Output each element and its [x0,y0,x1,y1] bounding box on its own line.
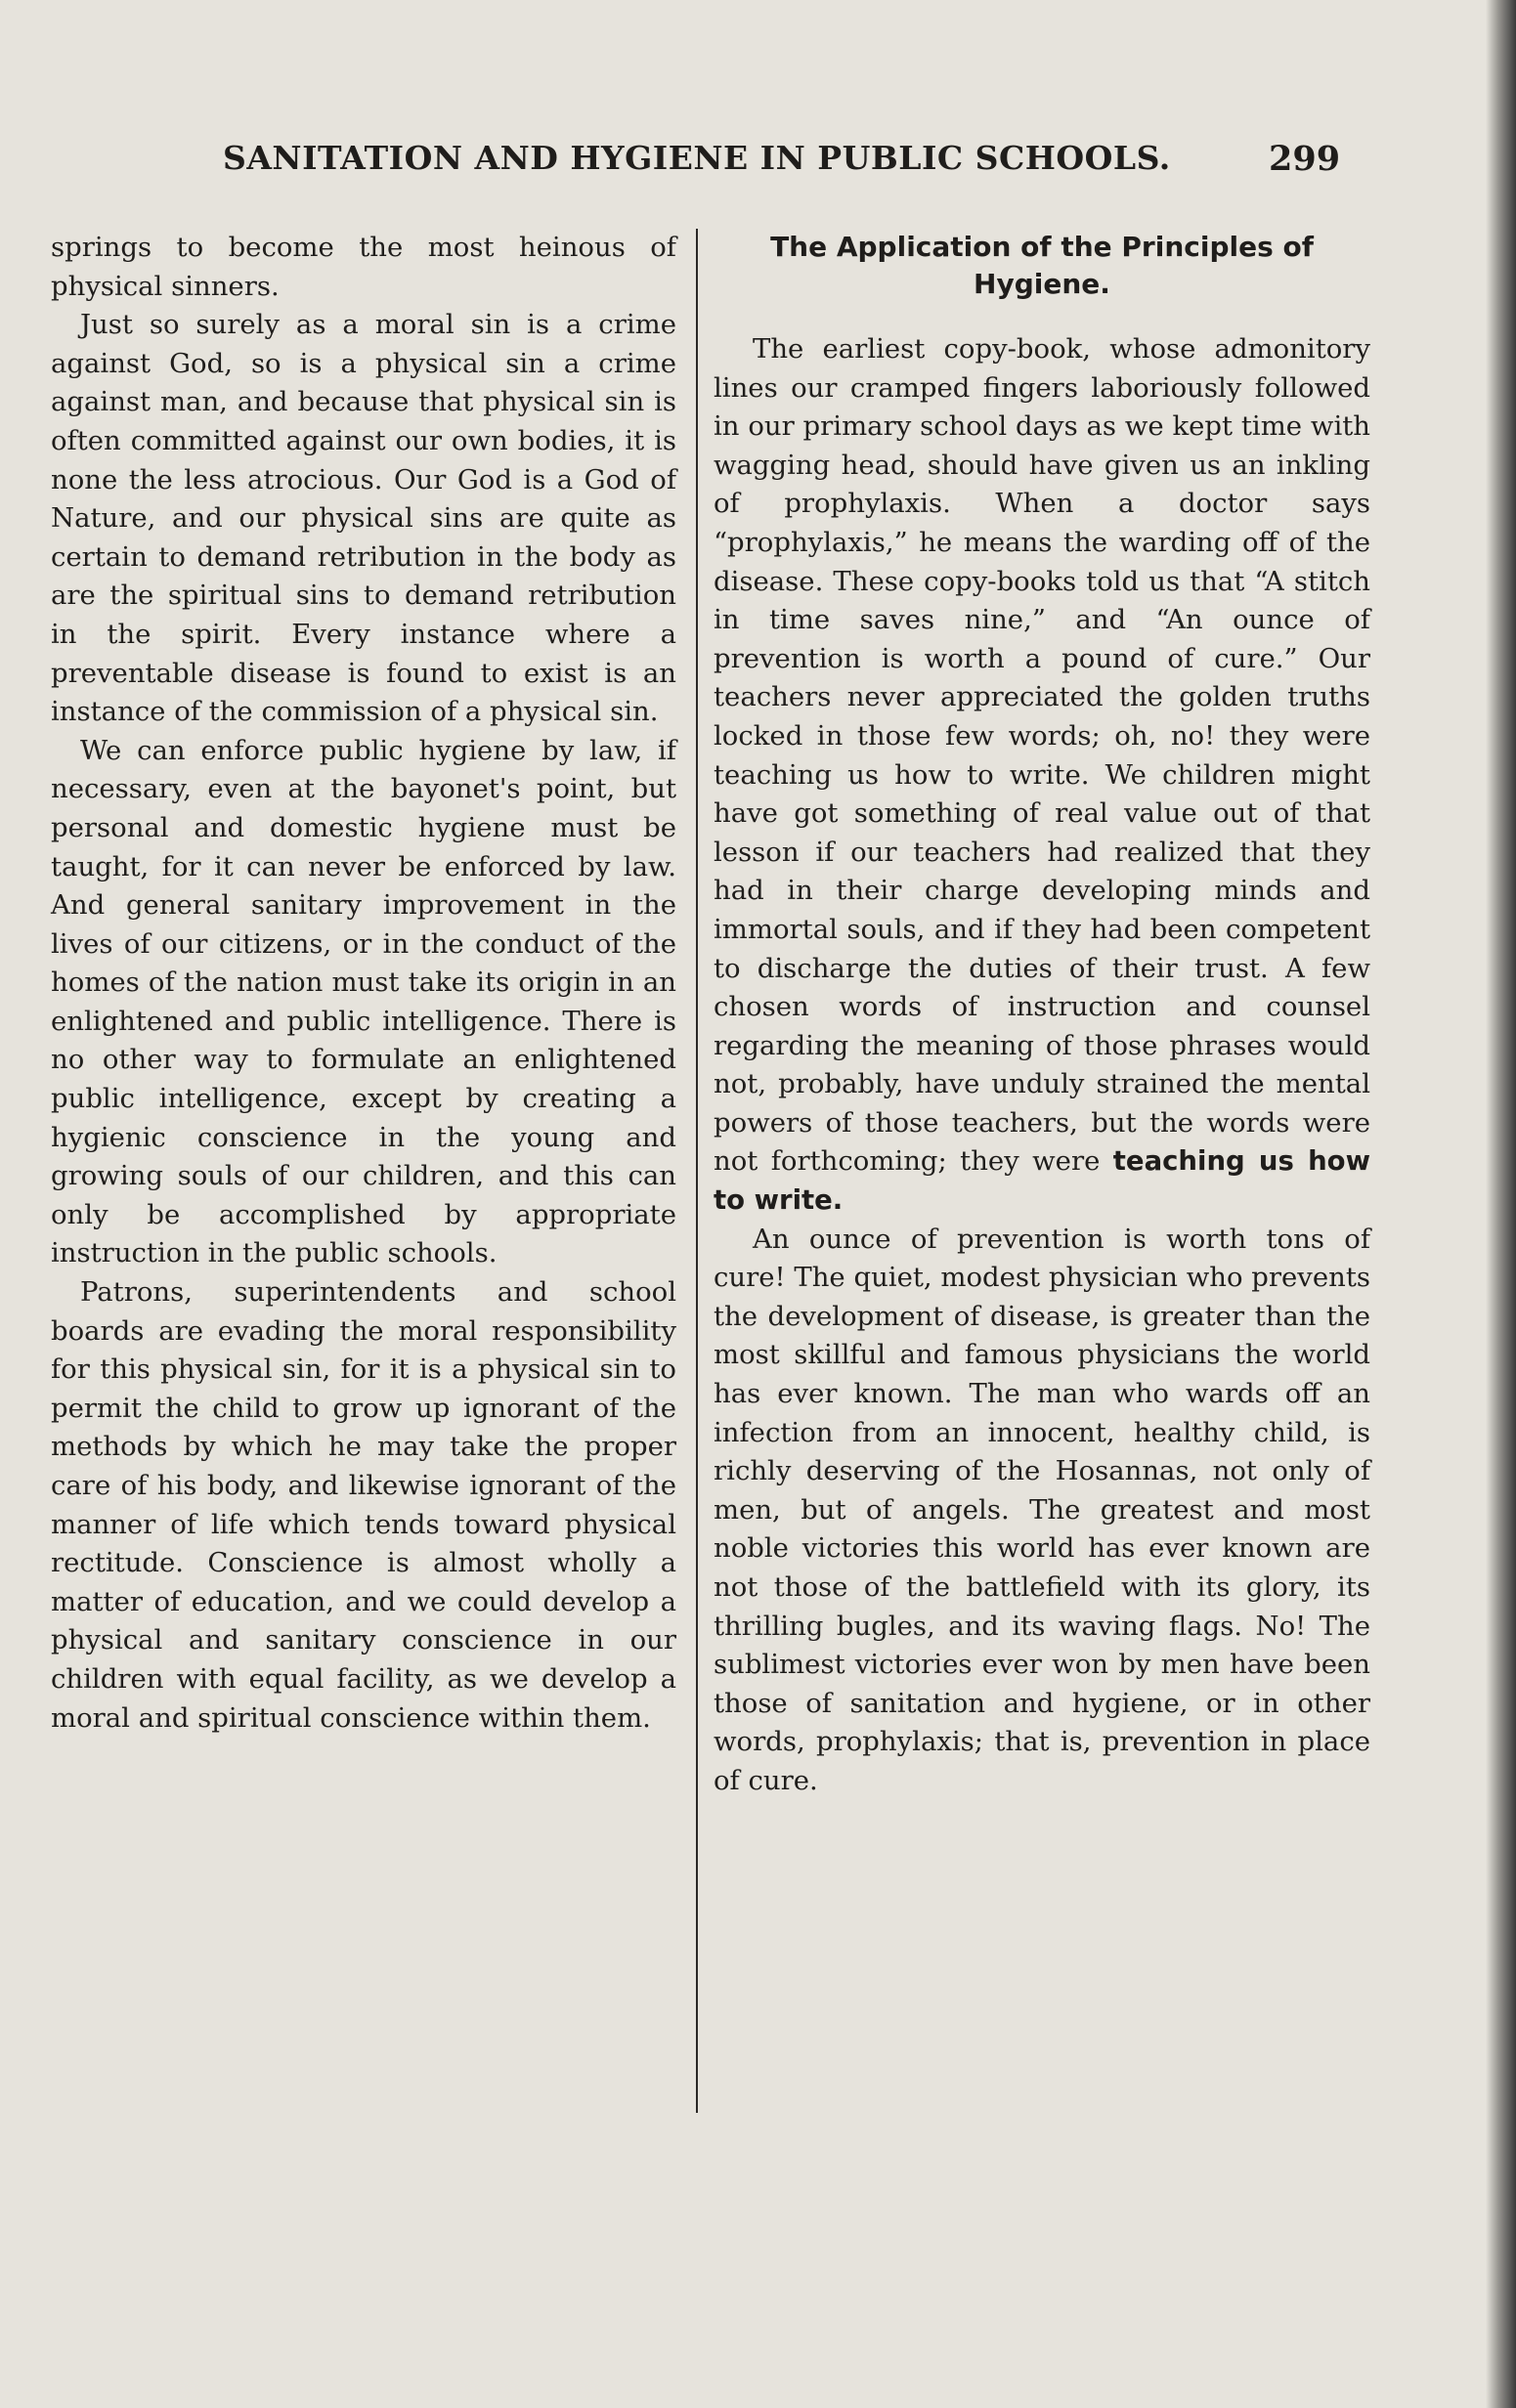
left-paragraph-4: Patrons, superintendents and school boards are evading the moral responsibility for this physical sin, for it is a physical sin to permit the child to grow up ignorant of the methods by which he may take the proper care of his body, and likewise ignorant of the manner of life which tends toward physical rectitude. Conscience is almost wholly a matter of education, and we could develop a physical and sanitary conscience in our children with equal facility, as we develop a moral and spiritual conscience within them. [51,1276,676,1734]
section-title-line-2: Hygiene. [974,268,1110,300]
left-column [51,229,676,1738]
running-head: SANITATION AND HYGIENE IN PUBLIC SCHOOLS. [223,139,1171,177]
right-paragraph-2: An ounce of prevention is worth tons of cure! The quiet, modest physician who prevents the development of disease, is greater than the most skillful and famous physicians the world has ever known. The man who wards off an infection from an innocent, healthy child, is richly deserving of the Hosannas, not only of men, but of angels. The greatest and most noble victories this world has ever known are not those of the battlefield with its glory, its thrilling bugles, and its waving flags. No! The sublimest victories ever won by men have been those of sanitation and hygiene, or in other words, prophylaxis; that is, prevention in place of cure. [714,1223,1370,1796]
right-column [714,229,1370,1801]
right-paragraph-1-text: The earliest copy-book, whose admonitory lines our cramped fingers laboriously followed in our primary school days as we kept time with wagging head, should have given us an inkling of prophylaxis. When a doctor says “prophylaxis,” he means the warding off of the disease. These copy-books told us that “A stitch in time saves nine,” and “An ounce of prevention is worth a pound of cure.” Our teachers never appreciated the golden truths locked in those few words; oh, no! they were teaching us how to write. We children might have got something of real value out of that lesson if our teachers had realized that they had in their charge developing minds and immortal souls, and if they had been competent to discharge the duties of their trust. A few chosen words of instruction and counsel regarding the meaning of those phrases would not, probably, have unduly strained the mental powers of those teachers, but the words were not forthcoming; they were [714,333,1370,1178]
left-paragraph-1: springs to become the most heinous of physical sinners. [51,232,676,302]
right-paragraph-1 [714,330,1370,1221]
page-header [0,139,1486,188]
section-title-line-1: The Application of the Principles of [770,231,1314,263]
section-title [714,229,1370,303]
column-divider [696,229,698,2113]
page-number: 299 [1269,139,1341,179]
page-edge-shadow [1486,0,1516,2408]
left-paragraph-2: Just so surely as a moral sin is a crime against God, so is a physical sin a crime against man, and because that physical sin is often committed against our own bodies, it is none the less atrocious. Our God is a God of Nature, and our physical sins are quite as certain to demand retribution in the body as are the spiritual sins to demand retribution in the spirit. Every instance where a preventable disease is found to exist is an instance of the commission of a physical sin. [51,309,676,728]
emphasis-text: teaching us how to write. [714,1145,1370,1217]
left-paragraph-3: We can enforce public hygiene by law, if necessary, even at the bayonet's point, but personal and domestic hygiene must be taught, for it can never be enforced by law. And general sanitary improvement in the lives of our citizens, or in the conduct of the homes of the nation must take its origin in an enlightened and public intelligence. There is no other way to formulate an enlightened public intelligence, except by creating a hygienic conscience in the young and growing souls of our children, and this can only be accomplished by appropriate instruction in the public schools. [51,734,676,1269]
